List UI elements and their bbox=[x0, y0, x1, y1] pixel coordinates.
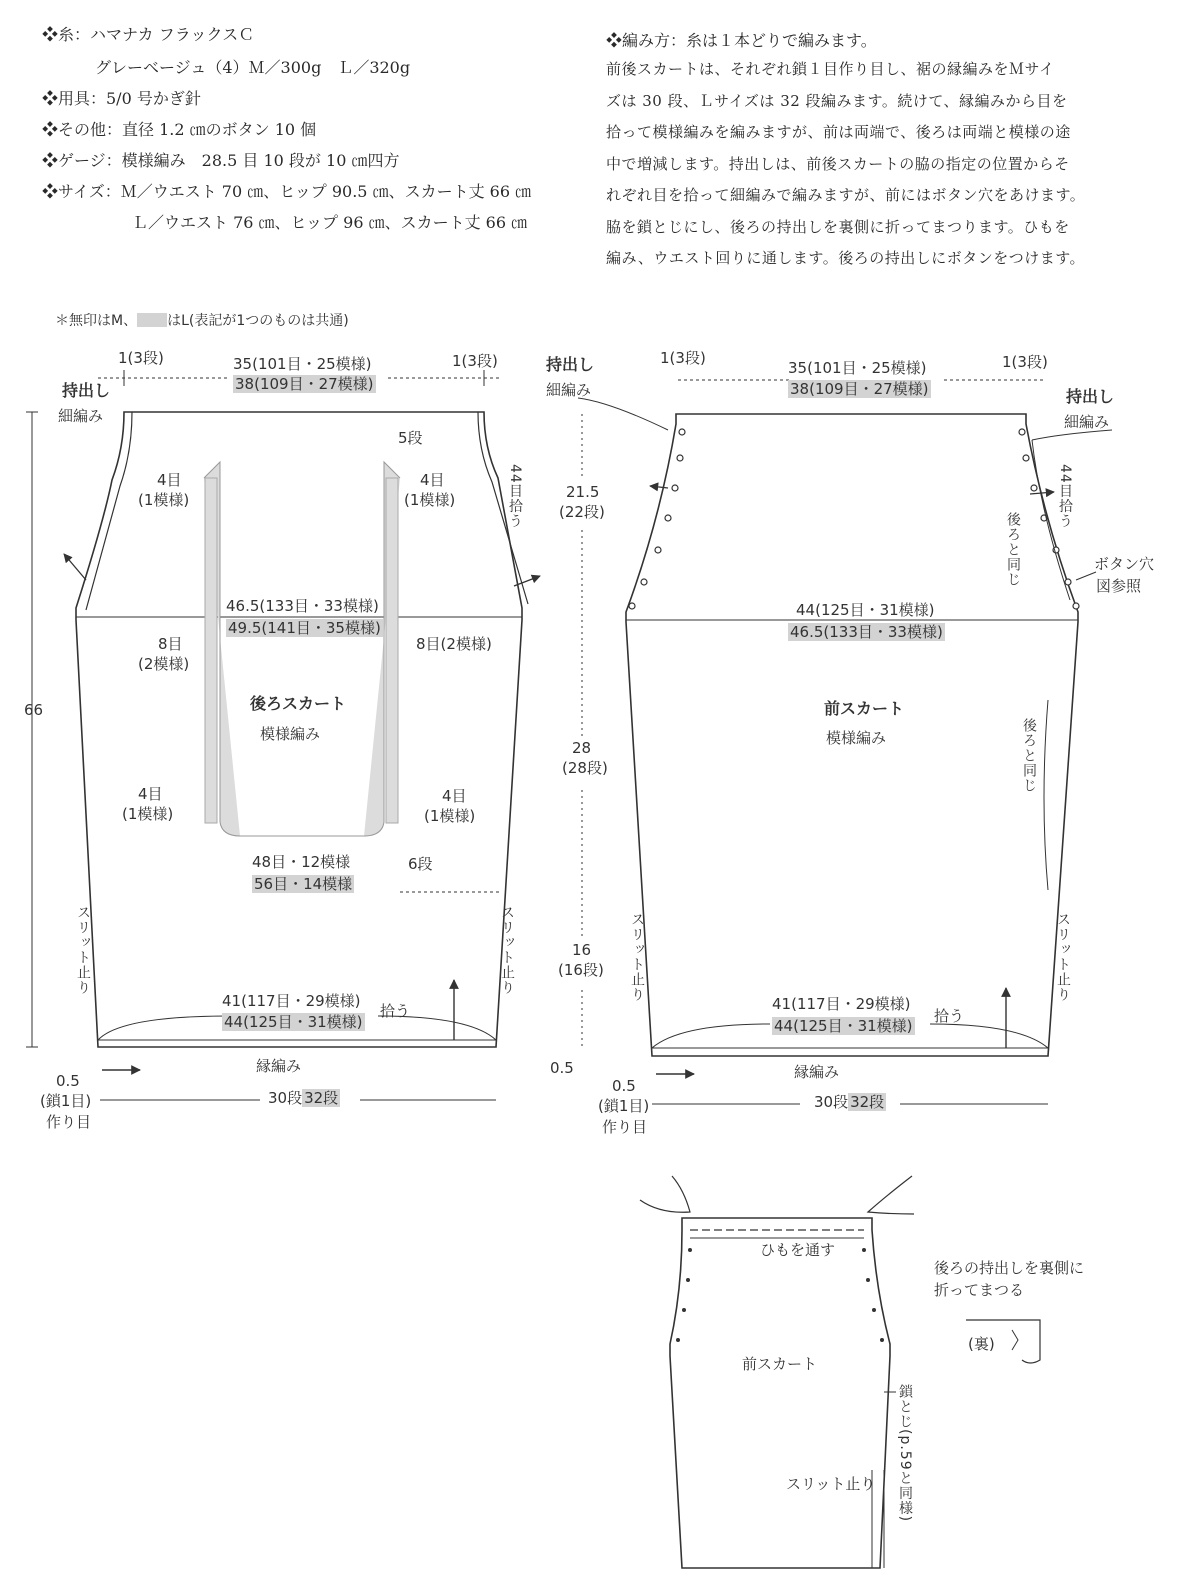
back-pat1-bl: (1模様) bbox=[122, 805, 174, 823]
assembly-seam: 鎖とじ(p.59と同様) bbox=[897, 1384, 913, 1523]
front-skirt-name: 前スカート bbox=[824, 699, 905, 718]
back-pickup-44: 44目拾う bbox=[507, 464, 523, 529]
back-edge-left: 1(3段) bbox=[118, 349, 164, 367]
front-same-as-back-1: 後ろと同じ bbox=[1005, 512, 1021, 587]
back-st8-left: 8目 bbox=[158, 635, 183, 653]
front-edge-left: 1(3段) bbox=[660, 349, 706, 367]
back-pat1-tr: (1模様) bbox=[404, 491, 456, 509]
spec-other: ❖その他：直径 1.2 ㎝のボタン 10 個 bbox=[42, 120, 317, 139]
spec-tool: ❖用具：5/0 号かぎ針 bbox=[42, 89, 201, 108]
back-skirt-name: 後ろスカート bbox=[250, 694, 347, 713]
back-length: 66 bbox=[24, 701, 44, 719]
front-rows-m: 30段 bbox=[814, 1093, 849, 1111]
method-line: ズは 30 段、Ｌサイズは 32 段編みます。続けて、縁編みから目を bbox=[606, 91, 1068, 110]
back-hip-m: 46.5(133目・33模様) bbox=[226, 597, 379, 615]
back-hem-l-text: 44(125目・31模様) bbox=[224, 1013, 363, 1031]
method-line: 脇を鎖とじにし、後ろの持出しを裏側に折ってまつります。ひもを bbox=[606, 217, 1070, 236]
back-waist-m: 35(101目・25模様) bbox=[233, 355, 372, 373]
back-skirt-pattern: 模様編み bbox=[260, 725, 321, 743]
front-waist-l bbox=[788, 381, 931, 398]
upper-rows: (22段) bbox=[559, 503, 605, 521]
method-line: 前後スカートは、それぞれ鎖１目作り目し、裾の縁編みをＭサイ bbox=[606, 60, 1055, 78]
front-placket-stitch-right: 細編み bbox=[1064, 413, 1110, 431]
back-edge-right: 1(3段) bbox=[452, 352, 498, 370]
front-hem-m: 41(117目・29模様) bbox=[772, 995, 911, 1013]
front-buttonhole-ref: 図参照 bbox=[1096, 577, 1142, 595]
back-waist-l-text: 38(109目・27模様) bbox=[235, 375, 374, 393]
assembly-name: 前スカート bbox=[742, 1355, 818, 1373]
front-placket-title-right: 持出し bbox=[1066, 387, 1115, 406]
front-foundation: 作り目 bbox=[602, 1118, 648, 1136]
front-hem-l bbox=[772, 1018, 915, 1035]
back-placket-title: 持出し bbox=[62, 381, 111, 400]
method-line: れぞれ目を拾って細編みで編みますが、前にはボタン穴をあけます。 bbox=[606, 186, 1086, 204]
front-hem-l-text: 44(125目・31模様) bbox=[774, 1017, 913, 1035]
back-rows-m: 30段 bbox=[268, 1089, 303, 1107]
back-pat1-br: (1模様) bbox=[424, 807, 476, 825]
back-pat2-left: (2模様) bbox=[138, 655, 190, 673]
method-line: 拾って模様編みを編みますが、前は両端で、後ろは両端と模様の途 bbox=[606, 123, 1071, 141]
front-waist-l-text: 38(109目・27模様) bbox=[790, 380, 929, 398]
assembly-fold-1: 後ろの持出しを裏側に bbox=[934, 1259, 1085, 1277]
back-rows-total bbox=[268, 1090, 340, 1107]
back-st4-br: 4目 bbox=[442, 787, 467, 805]
back-st4-tr: 4目 bbox=[420, 471, 445, 489]
assembly-outline bbox=[670, 1218, 890, 1568]
assembly-fold-2: 折ってまつる bbox=[934, 1281, 1025, 1299]
front-skirt-pattern: 模様編み bbox=[826, 729, 887, 747]
back-st8-right: 8目(2模様) bbox=[416, 635, 492, 653]
back-pickup: 拾う bbox=[380, 1002, 411, 1020]
front-pickup-44: 44目拾う bbox=[1057, 464, 1073, 529]
lower-height: 16 bbox=[572, 941, 592, 959]
back-mid-l bbox=[252, 876, 354, 893]
back-placket-stitch: 細編み bbox=[58, 407, 104, 425]
upper-height: 21.5 bbox=[566, 483, 600, 501]
mid-height: 28 bbox=[572, 739, 592, 757]
front-hip-l-text: 46.5(133目・33模様) bbox=[790, 623, 943, 641]
back-hip-l bbox=[226, 620, 383, 637]
back-st4-bl: 4目 bbox=[138, 785, 163, 803]
assembly-wrong-side: (裏) bbox=[968, 1335, 995, 1353]
spec-size-l: Ｌ／ウエスト 76 ㎝、ヒップ 96 ㎝、スカート丈 66 ㎝ bbox=[132, 213, 528, 232]
method-title: ❖編み方：糸は１本どりで編みます。 bbox=[606, 31, 877, 50]
front-same-as-back-2: 後ろと同じ bbox=[1021, 718, 1037, 793]
back-border-height: 0.5 bbox=[56, 1072, 80, 1090]
back-rows-5: 5段 bbox=[398, 429, 423, 447]
mid-rows: (28段) bbox=[562, 759, 608, 777]
lower-rows: (16段) bbox=[558, 961, 604, 979]
back-st4-tl: 4目 bbox=[157, 471, 182, 489]
front-slit-left: スリット止り bbox=[629, 912, 645, 1002]
front-waist-m: 35(101目・25模様) bbox=[788, 359, 927, 377]
back-placket-left bbox=[86, 412, 132, 610]
back-mid-l-text: 56目・14模様 bbox=[254, 875, 353, 893]
back-hip-l-text: 49.5(141目・35模様) bbox=[228, 619, 381, 637]
back-waist-l bbox=[233, 376, 376, 393]
front-slit-right: スリット止り bbox=[1055, 912, 1071, 1002]
back-pat1-tl: (1模様) bbox=[138, 491, 190, 509]
front-hip-l bbox=[788, 624, 945, 641]
front-border: 縁編み bbox=[794, 1063, 840, 1081]
back-hem-m: 41(117目・29模様) bbox=[222, 992, 361, 1010]
back-border: 縁編み bbox=[256, 1057, 302, 1075]
center-border-height: 0.5 bbox=[550, 1059, 574, 1077]
front-rows-l: 32段 bbox=[850, 1093, 885, 1111]
front-placket-stitch-left: 細編み bbox=[546, 381, 592, 399]
method-line: 編み、ウエスト回りに通します。後ろの持出しにボタンをつけます。 bbox=[606, 249, 1086, 267]
back-chain1: (鎖1目) bbox=[40, 1092, 92, 1110]
spec-yarn: ❖糸：ハマナカ フラックスＣ bbox=[42, 25, 255, 44]
assembly-cord: ひもを通す bbox=[760, 1241, 836, 1259]
front-border-height: 0.5 bbox=[612, 1077, 636, 1095]
front-hip-m: 44(125目・31模様) bbox=[796, 601, 935, 619]
spec-gauge: ❖ゲージ：模様編み 28.5 目 10 段が 10 ㎝四方 bbox=[42, 151, 400, 170]
front-chain1: (鎖1目) bbox=[598, 1097, 650, 1115]
spec-yarn-color: グレーベージュ（4）Ｍ／300g Ｌ／320g bbox=[95, 58, 411, 77]
back-slit-left: スリット止り bbox=[75, 905, 91, 995]
spec-size-m: ❖サイズ：Ｍ／ウエスト 70 ㎝、ヒップ 90.5 ㎝、スカート丈 66 ㎝ bbox=[42, 182, 532, 201]
back-rows-l: 32段 bbox=[304, 1089, 339, 1107]
front-rows-total bbox=[814, 1094, 886, 1111]
back-hem-l bbox=[222, 1014, 365, 1031]
back-slit-right: スリット止り bbox=[499, 905, 515, 995]
back-rows-6: 6段 bbox=[408, 855, 433, 873]
method-line: 中で増減します。持出しは、前後スカートの脇の指定の位置からそ bbox=[606, 154, 1070, 173]
note-prefix: ＊無印はM、 bbox=[55, 313, 138, 329]
back-mid-m: 48目・12模様 bbox=[252, 853, 351, 871]
front-pickup: 拾う bbox=[934, 1007, 965, 1025]
front-placket-title-left: 持出し bbox=[546, 355, 595, 374]
assembly-slit: スリット止り bbox=[786, 1475, 876, 1493]
front-buttonhole: ボタン穴 bbox=[1094, 555, 1155, 573]
back-foundation: 作り目 bbox=[46, 1113, 92, 1131]
note-suffix: はL(表記が1つのものは共通) bbox=[167, 313, 349, 329]
front-edge-right: 1(3段) bbox=[1002, 353, 1048, 371]
